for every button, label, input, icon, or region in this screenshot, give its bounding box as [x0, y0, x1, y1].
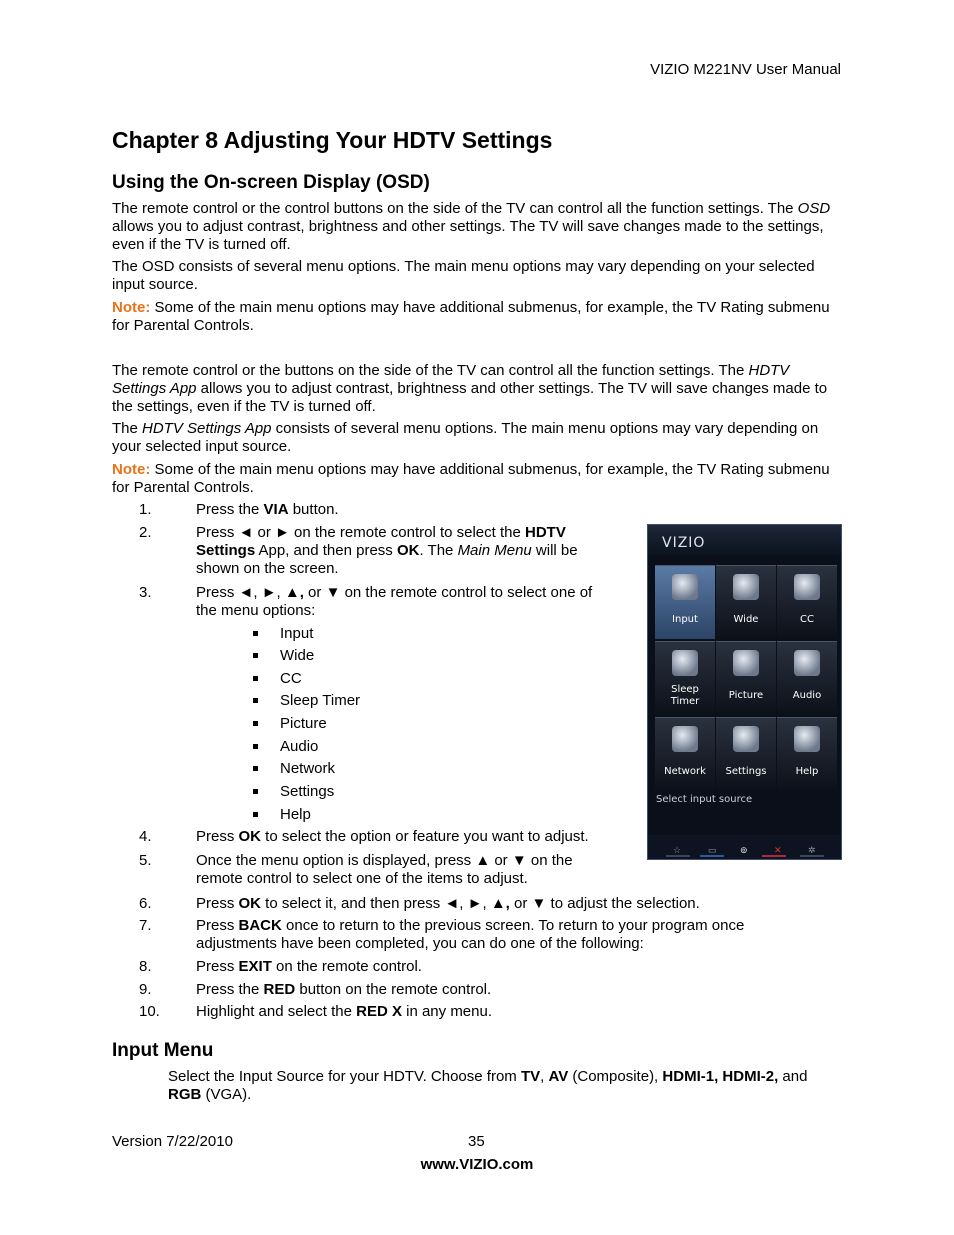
widget-icon: ▭	[708, 845, 717, 855]
app-note: Note: Some of the main menu options may have additional submenus, for example, the TV Rating submenu for Parental Controls.	[112, 461, 830, 496]
tv-bottom-bar	[648, 835, 842, 860]
tv-tile-cc: CC	[777, 565, 837, 639]
tv-menu-header	[648, 525, 842, 555]
input-cable-icon	[672, 574, 698, 600]
tv-tile-sleep-timer: Sleep Timer	[655, 641, 715, 715]
gear-icon	[733, 726, 759, 752]
tv-tile-settings: Settings	[716, 717, 776, 791]
via-v-icon: ⊚	[740, 845, 748, 855]
red-x-icon: ✕	[774, 845, 782, 855]
tv-status-text: Select input source	[656, 794, 753, 805]
vizio-logo: VIZIO	[662, 535, 706, 551]
tv-tile-input: Input	[655, 565, 715, 639]
tv-tile-audio: Audio	[777, 641, 837, 715]
tv-tile-wide: Wide	[716, 565, 776, 639]
osd-paragraph-1: The remote control or the control buttons on the side of the TV can control all the function settings. The OSD allows you to adjust contrast, brightness and other settings. The TV will save changes made to the settings, even if the TV is turned off.	[112, 200, 831, 253]
globe-icon	[672, 726, 698, 752]
tv-screen-icon	[733, 574, 759, 600]
input-menu-paragraph: Select the Input Source for your HDTV. Choose from TV, AV (Composite), HDMI-1, HDMI-2, and RGB (VGA).	[168, 1068, 808, 1103]
footer-page-number: 35	[468, 1133, 485, 1150]
app-paragraph-2: The HDTV Settings App consists of several menu options. The main menu options may vary depending on your selected input source.	[112, 420, 819, 455]
section-heading-osd: Using the On-screen Display (OSD)	[112, 172, 430, 193]
tv-tile-help: Help	[777, 717, 837, 791]
tv-picture-icon	[733, 650, 759, 676]
footer-version: Version 7/22/2010	[112, 1133, 233, 1150]
section-heading-input-menu: Input Menu	[112, 1040, 214, 1061]
app-paragraph-1: The remote control or the buttons on the side of the TV can control all the function settings. The HDTV Settings App allows you to adjust contrast, brightness and other settings. The TV will save changes made to the settings, even if the TV is turned off.	[112, 362, 828, 415]
alarm-clock-icon	[672, 650, 698, 676]
abc-caption-icon	[794, 574, 820, 600]
help-question-icon	[794, 726, 820, 752]
footer-url: www.VIZIO.com	[420, 1156, 534, 1173]
chapter-title: Chapter 8 Adjusting Your HDTV Settings	[112, 127, 553, 153]
tv-main-menu-screenshot	[647, 524, 842, 860]
osd-paragraph-2: The OSD consists of several menu options. The main menu options may vary depending on your selected input source.	[112, 258, 815, 293]
music-note-icon	[794, 650, 820, 676]
tv-tile-network: Network	[655, 717, 715, 791]
settings-gear-icon: ✲	[808, 845, 816, 855]
osd-note: Note: Some of the main menu options may have additional submenus, for example, the TV Rating submenu for Parental Controls.	[112, 299, 830, 334]
star-icon: ☆	[673, 845, 682, 855]
manual-title: VIZIO M221NV User Manual	[650, 61, 841, 78]
tv-tile-picture: Picture	[716, 641, 776, 715]
